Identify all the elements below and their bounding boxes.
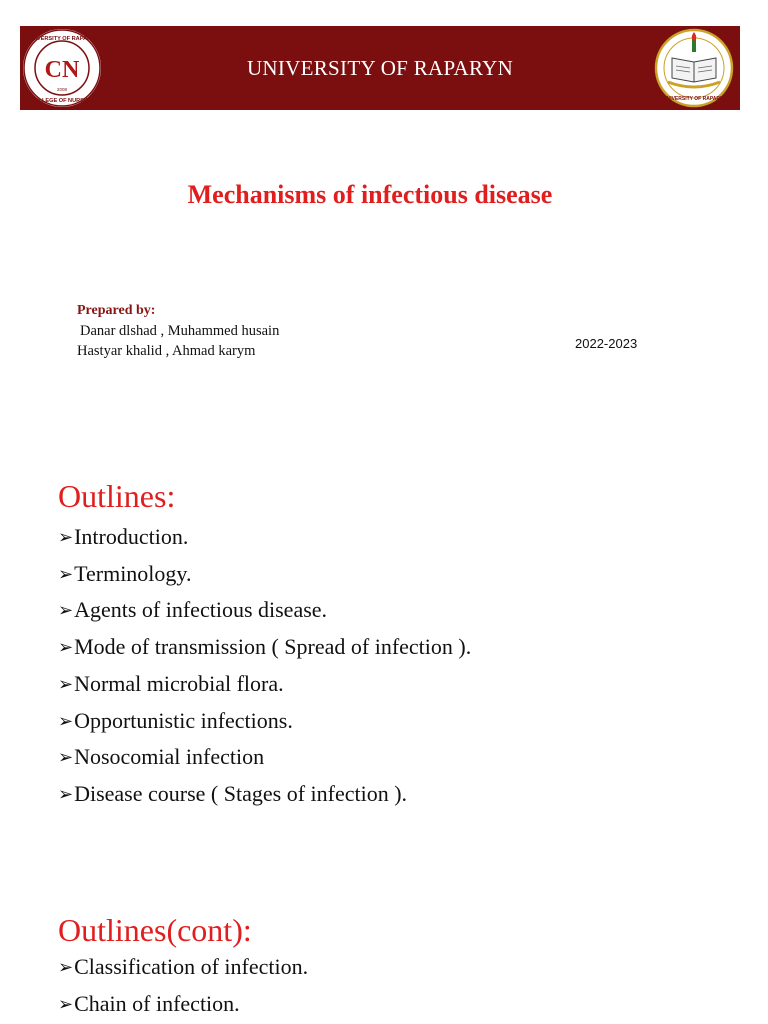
outlines-cont-heading: Outlines(cont): bbox=[58, 912, 252, 948]
list-item: ➢Chain of infection. bbox=[58, 986, 308, 1023]
arrow-bullet-icon: ➢ bbox=[58, 637, 74, 658]
university-seal-logo bbox=[654, 28, 734, 108]
arrow-bullet-icon: ➢ bbox=[58, 527, 74, 547]
list-item: ➢Agents of infectious disease. bbox=[58, 592, 471, 629]
list-item: ➢Opportunistic infections. bbox=[58, 703, 471, 740]
arrow-bullet-icon: ➢ bbox=[58, 673, 74, 694]
arrow-bullet-icon: ➢ bbox=[58, 783, 74, 804]
outlines-heading: Outlines: bbox=[58, 478, 176, 514]
prepared-by-label: Prepared by: bbox=[77, 303, 156, 318]
slide-title: Mechanisms of infectious disease bbox=[187, 180, 553, 209]
list-item: ➢Introduction. bbox=[58, 519, 471, 556]
academic-year: 2022-2023 bbox=[575, 336, 638, 351]
author-line-1: Danar dlshad , Muhammed husain bbox=[80, 323, 280, 339]
outlines-cont-list bbox=[58, 949, 308, 1022]
arrow-bullet-icon: ➢ bbox=[58, 600, 74, 621]
arrow-bullet-icon: ➢ bbox=[58, 710, 74, 731]
list-item: ➢Mode of transmission ( Spread of infection ). bbox=[58, 629, 471, 666]
university-name: UNIVERSITY OF RAPARYN bbox=[246, 56, 514, 80]
list-item: ➢Nosocomial infection bbox=[58, 739, 471, 776]
header-banner bbox=[20, 26, 740, 110]
list-item: ➢Terminology. bbox=[58, 556, 471, 593]
list-item: ➢Classification of infection. bbox=[58, 949, 308, 986]
arrow-bullet-icon: ➢ bbox=[58, 747, 74, 768]
outlines-list bbox=[58, 519, 471, 813]
logo-monogram: CN bbox=[44, 57, 80, 83]
arrow-bullet-icon: ➢ bbox=[58, 563, 74, 584]
logo-ring-bottom: COLLEGE OF NURSING bbox=[30, 98, 94, 104]
logo-year: 2008 bbox=[56, 87, 68, 92]
list-item: ➢Disease course ( Stages of infection ). bbox=[58, 776, 471, 813]
author-line-2: Hastyar khalid , Ahmad karym bbox=[77, 343, 256, 359]
arrow-bullet-icon: ➢ bbox=[58, 993, 74, 1014]
seal-ring-text: UNIVERSITY OF RAPARIN bbox=[662, 96, 726, 102]
arrow-bullet-icon: ➢ bbox=[58, 957, 74, 977]
logo-ring-top: UNIVERSITY OF RAPARIN bbox=[27, 36, 97, 42]
author-names bbox=[77, 321, 279, 361]
list-item: ➢Normal microbial flora. bbox=[58, 666, 471, 703]
